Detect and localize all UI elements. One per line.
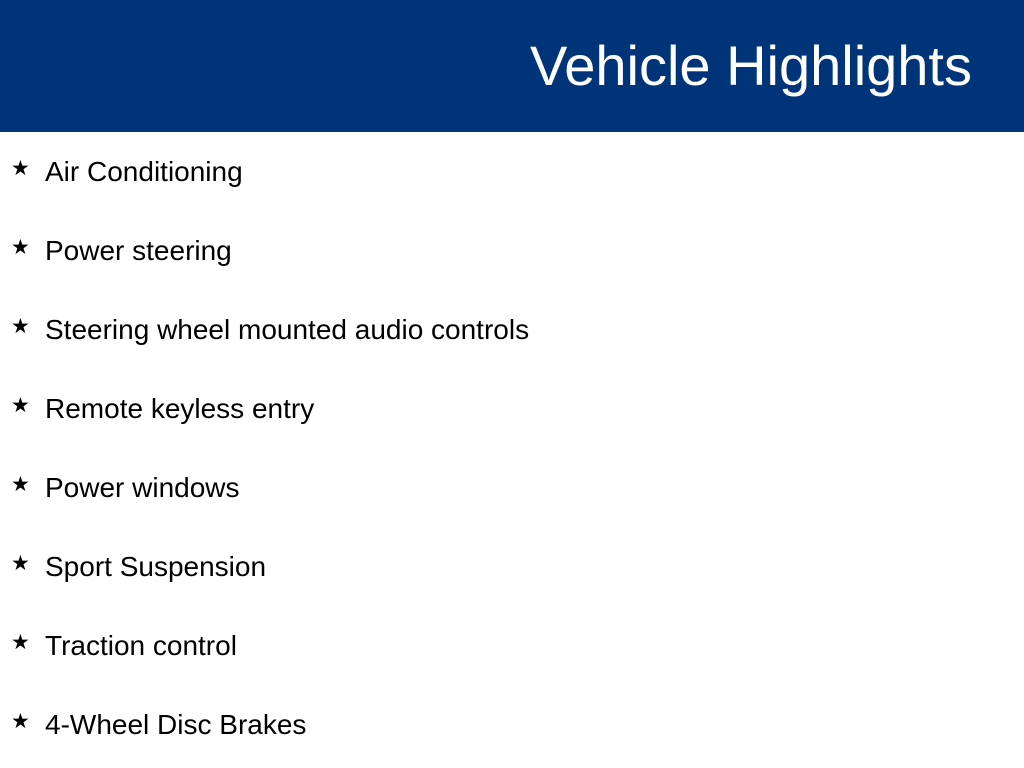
feature-label: Sport Suspension bbox=[45, 551, 267, 582]
star-bullet-icon: ★ bbox=[11, 394, 30, 417]
list-item bbox=[0, 448, 1024, 527]
list-item bbox=[0, 132, 1024, 211]
feature-label: Power steering bbox=[45, 235, 232, 266]
list-item bbox=[0, 527, 1024, 606]
feature-label: Air Conditioning bbox=[45, 156, 243, 187]
title-banner bbox=[0, 0, 1024, 132]
star-bullet-icon: ★ bbox=[11, 473, 30, 496]
page-title: Vehicle Highlights bbox=[529, 34, 972, 97]
star-bullet-icon: ★ bbox=[11, 236, 30, 259]
list-item bbox=[0, 290, 1024, 369]
feature-label: Traction control bbox=[45, 630, 237, 661]
star-bullet-icon: ★ bbox=[11, 710, 30, 733]
list-item bbox=[0, 685, 1024, 764]
feature-label: Power windows bbox=[45, 472, 240, 503]
list-item bbox=[0, 369, 1024, 448]
list-item bbox=[0, 211, 1024, 290]
star-bullet-icon: ★ bbox=[11, 315, 30, 338]
feature-list bbox=[0, 132, 1024, 764]
feature-label: 4-Wheel Disc Brakes bbox=[45, 709, 307, 740]
star-bullet-icon: ★ bbox=[11, 157, 30, 180]
star-bullet-icon: ★ bbox=[11, 552, 30, 575]
star-bullet-icon: ★ bbox=[11, 631, 30, 654]
feature-label: Steering wheel mounted audio controls bbox=[45, 314, 530, 345]
feature-label: Remote keyless entry bbox=[45, 393, 315, 424]
list-item bbox=[0, 606, 1024, 685]
